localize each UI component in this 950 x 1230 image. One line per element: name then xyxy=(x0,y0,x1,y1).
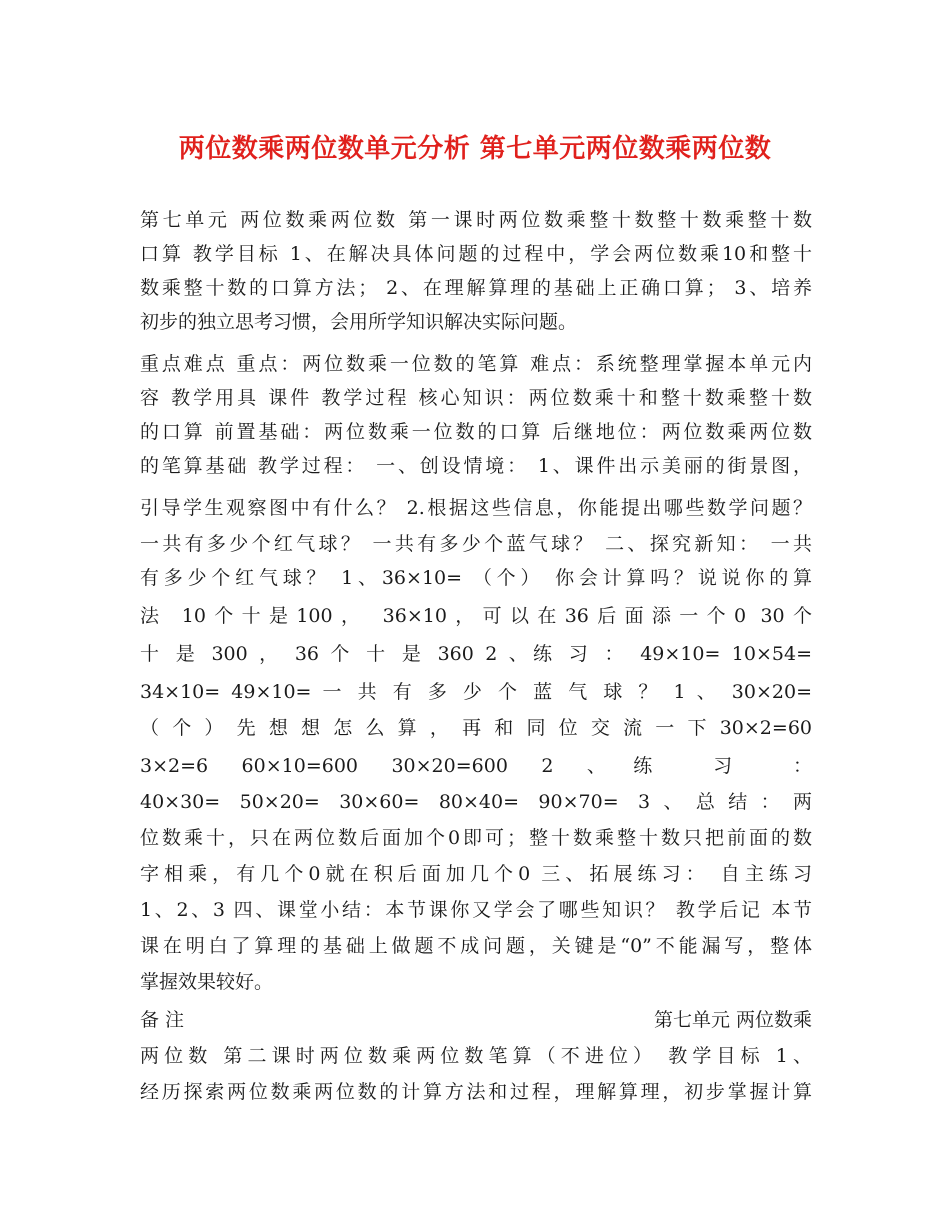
next-lesson-heading: 第七单元 两位数乘 xyxy=(653,1009,812,1031)
body-line: 法 10个十是100， 36×10，可以在36后面添一个0 30个 xyxy=(140,605,812,627)
body-line: 两位数 第二课时两位数乘两位数笔算（不进位） 教学目标 1、 xyxy=(140,1045,812,1067)
body-line: 十 是 300 ， 36 个 十 是 360 2 、练 习 ： 49×10= 10×54= xyxy=(140,643,812,665)
body-line: 经历探索两位数乘两位数的计算方法和过程，理解算理，初步掌握计算 xyxy=(140,1081,812,1103)
body-line: 有多少个红气球？ 1、36×10= （个） 你会计算吗？说说你的算 xyxy=(140,567,812,589)
body-line: 第七单元 两位数乘两位数 第一课时两位数乘整十数整十数乘整十数 xyxy=(140,209,812,231)
body-line: 的笔算基础 教学过程： 一、创设情境： 1、课件出示美丽的街景图， xyxy=(140,455,812,477)
note-label: 备 注 xyxy=(140,1009,185,1031)
body-line: 位数乘十，只在两位数后面加个0即可；整十数乘整十数只把前面的数 xyxy=(140,827,812,849)
body-line: 1、2、3 四、课堂小结：本节课你又学会了哪些知识？ 教学后记 本节 xyxy=(140,899,812,921)
document-title: 两位数乘两位数单元分析 第七单元两位数乘两位数 xyxy=(178,134,772,164)
body-line: 容 教学用具 课件 教学过程 核心知识：两位数乘十和整十数乘整十数 xyxy=(140,387,812,409)
body-line: 数乘整十数的口算方法； 2、在理解算理的基础上正确口算； 3、培养 xyxy=(140,277,812,299)
body-line: 口算 教学目标 1、在解决具体问题的过程中，学会两位数乘10和整十 xyxy=(140,243,812,265)
body-line: 的口算 前置基础：两位数乘一位数的口算 后继地位：两位数乘两位数 xyxy=(140,421,812,443)
body-line: 引导学生观察图中有什么？ 2.根据这些信息，你能提出哪些数学问题？ xyxy=(140,497,812,519)
body-line: 掌握效果较好。 xyxy=(140,971,274,993)
body-line: 重点难点 重点：两位数乘一位数的笔算 难点：系统整理掌握本单元内 xyxy=(140,353,812,375)
body-line: 初步的独立思考习惯，会用所学知识解决实际问题。 xyxy=(140,311,578,333)
body-line: 一共有多少个红气球？ 一共有多少个蓝气球？ 二、探究新知： 一共 xyxy=(140,533,812,555)
body-line: 课在明白了算理的基础上做题不成问题，关键是“0”不能漏写，整体 xyxy=(140,935,812,957)
note-row xyxy=(140,1008,812,1032)
body-line: （ 个 ） 先 想 想 怎 么 算 ， 再 和 同 位 交 流 一 下 30×2=60 xyxy=(140,717,812,739)
body-line: 40×30= 50×20= 30×60= 80×40= 90×70= 3、总结：两 xyxy=(140,791,812,813)
body-line: 字相乘，有几个0就在积后面加几个0 三、拓展练习： 自主练习 xyxy=(140,863,812,885)
body-line: 34×10= 49×10= 一 共 有 多 少 个 蓝 气 球 ？ 1 、 30×20= xyxy=(140,681,812,703)
body-line: 3×2=6 60×10=600 30×20=600 2 、练 习 ： xyxy=(140,755,812,777)
